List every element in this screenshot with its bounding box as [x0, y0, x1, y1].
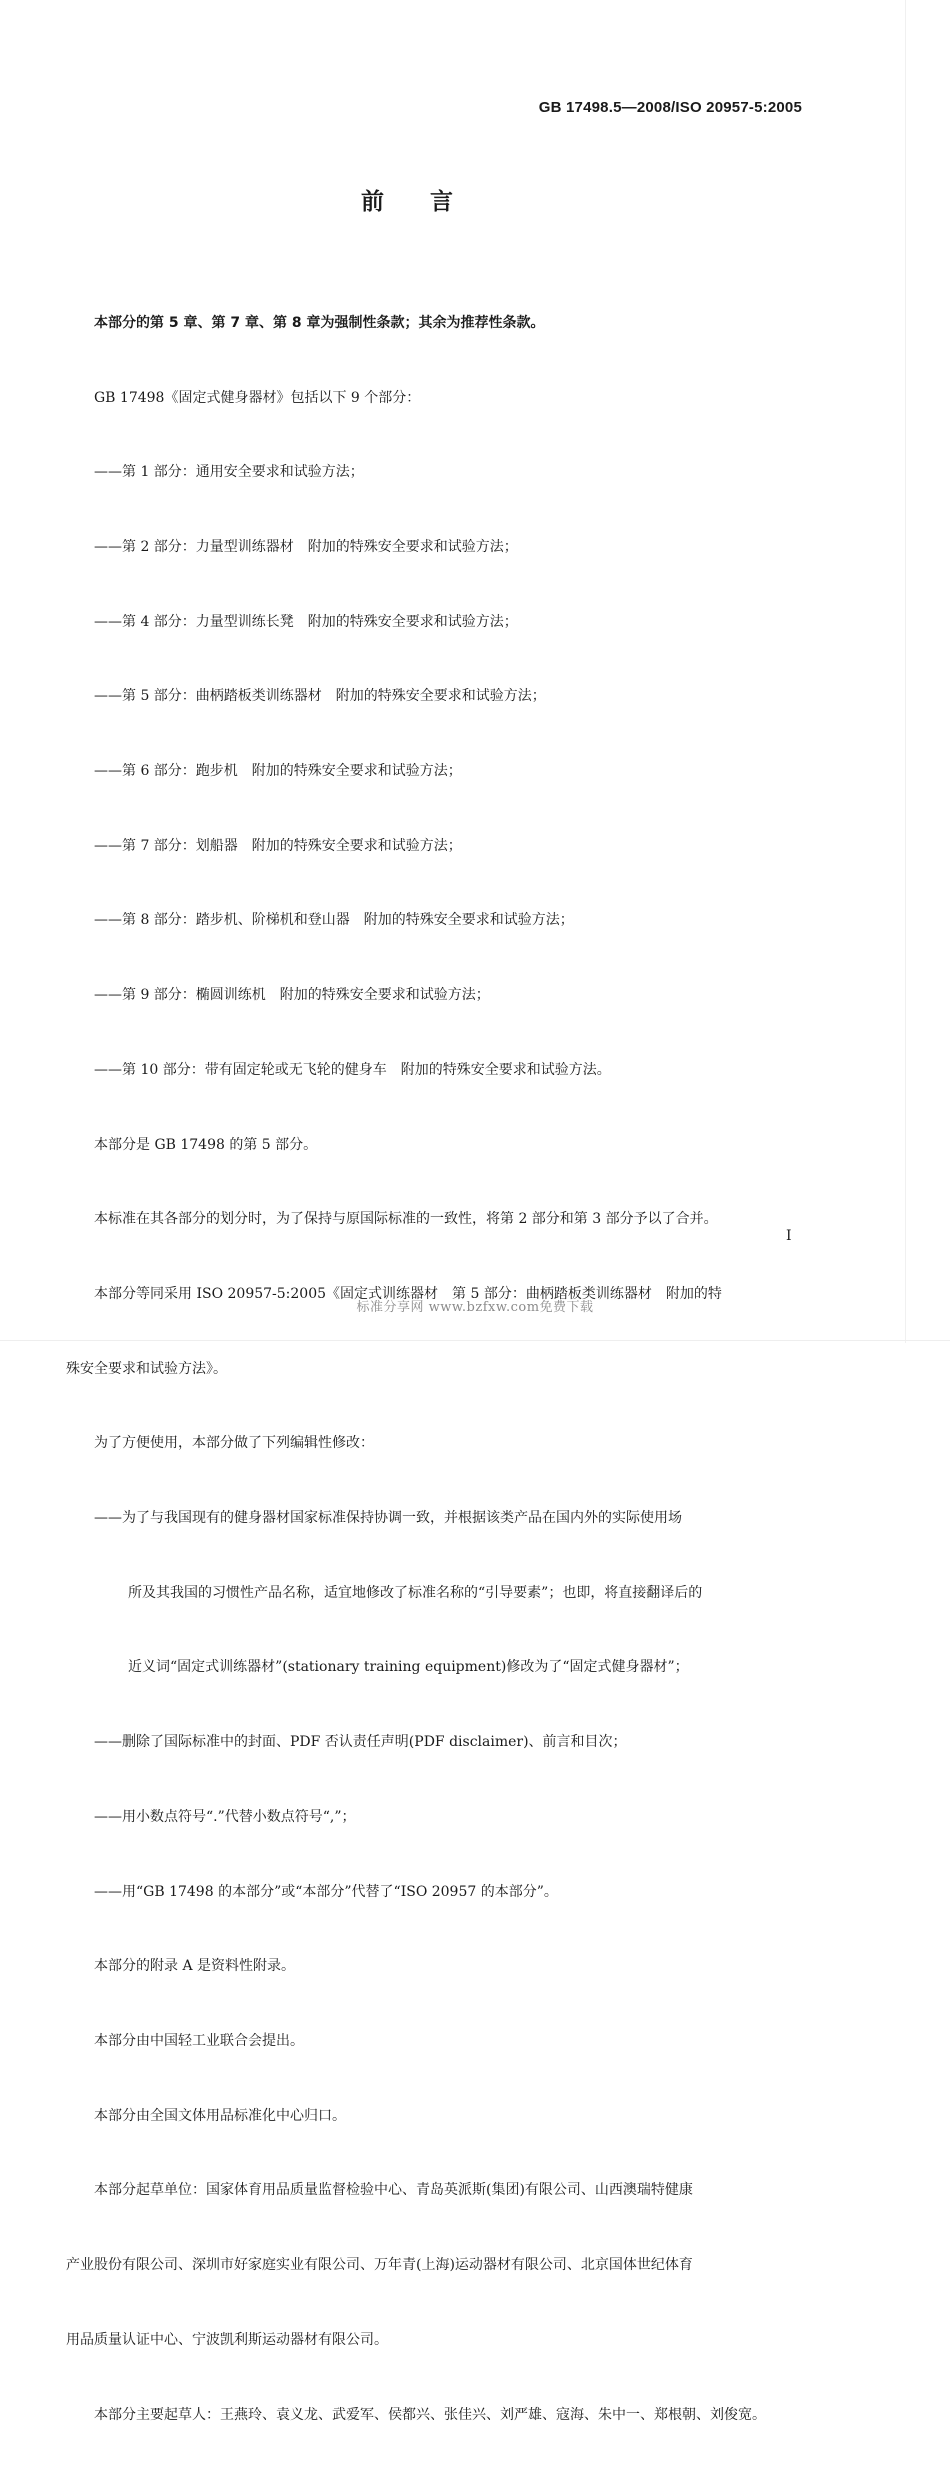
page-title: 前言 [361, 189, 499, 215]
paragraph-edits-intro: 为了方便使用，本部分做了下列编辑性修改： [94, 1435, 374, 1452]
list-item-edit-1-cont: 所及其我国的习惯性产品名称，适宜地修改了标准名称的“引导要素”；也即，将直接翻译后的 [128, 1584, 703, 1601]
page-edge-line [905, 0, 906, 1343]
paragraph-part-statement: 本部分是 GB 17498 的第 5 部分。 [94, 1136, 318, 1153]
paragraph-parts-intro: GB 17498《固定式健身器材》包括以下 9 个部分： [94, 389, 421, 406]
list-item-part-2: ——第 2 部分：力量型训练器材 附加的特殊安全要求和试验方法； [94, 538, 518, 555]
paragraph-mandatory-clauses: 本部分的第 5 章、第 7 章、第 8 章为强制性条款；其余为推荐性条款。 [94, 314, 545, 331]
paragraph-drafting-units-cont-2: 用品质量认证中心、宁波凯利斯运动器材有限公司。 [66, 2331, 388, 2348]
foreword-body [66, 261, 806, 2477]
standard-code: GB 17498.5—2008/ISO 20957-5:2005 [538, 99, 802, 116]
paragraph-proposer: 本部分由中国轻工业联合会提出。 [94, 2032, 304, 2049]
list-item-edit-1-cont-2: 近义词“固定式训练器材”(stationary training equipment)修改为了“固定式健身器材”； [128, 1659, 689, 1676]
list-item-edit-1: ——为了与我国现有的健身器材国家标准保持协调一致，并根据该类产品在国内外的实际使用场 [94, 1510, 682, 1527]
paragraph-adoption-cont: 殊安全要求和试验方法》。 [66, 1360, 227, 1377]
page-number: I [786, 1228, 792, 1244]
paragraph-drafting-units-cont: 产业股份有限公司、深圳市好家庭实业有限公司、万年青(上海)运动器材有限公司、北京国体世纪体育 [66, 2257, 693, 2274]
paragraph-drafters: 本部分主要起草人：王燕玲、袁义龙、武爱军、侯都兴、张佳兴、刘严雄、寇海、朱中一、郑根朝、刘俊宽。 [94, 2406, 766, 2423]
list-item-part-9: ——第 9 部分：椭圆训练机 附加的特殊安全要求和试验方法； [94, 987, 490, 1004]
list-item-edit-2: ——删除了国际标准中的封面、PDF 否认责任声明(PDF disclaimer)、前言和目次； [94, 1734, 627, 1751]
bottom-divider [0, 1340, 950, 1341]
list-item-part-10: ——第 10 部分：带有固定轮或无飞轮的健身车 附加的特殊安全要求和试验方法。 [94, 1061, 611, 1078]
paragraph-adoption: 本部分等同采用 ISO 20957-5:2005《固定式训练器材 第 5 部分：曲柄踏板类训练器材 附加的特 [94, 1285, 722, 1302]
list-item-part-5: ——第 5 部分：曲柄踏板类训练器材 附加的特殊安全要求和试验方法； [94, 688, 546, 705]
list-item-part-7: ——第 7 部分：划船器 附加的特殊安全要求和试验方法； [94, 837, 462, 854]
paragraph-annex: 本部分的附录 A 是资料性附录。 [94, 1958, 296, 1975]
footer-watermark-link[interactable]: 标准分享网 www.bzfxw.com免费下载 [356, 1300, 594, 1315]
list-item-part-8: ——第 8 部分：踏步机、阶梯机和登山器 附加的特殊安全要求和试验方法； [94, 912, 574, 929]
list-item-part-4: ——第 4 部分：力量型训练长凳 附加的特殊安全要求和试验方法； [94, 613, 518, 630]
list-item-part-1: ——第 1 部分：通用安全要求和试验方法； [94, 464, 364, 481]
list-item-part-6: ——第 6 部分：跑步机 附加的特殊安全要求和试验方法； [94, 763, 462, 780]
paragraph-centralized: 本部分由全国文体用品标准化中心归口。 [94, 2107, 346, 2124]
paragraph-merge-note: 本标准在其各部分的划分时，为了保持与原国际标准的一致性，将第 2 部分和第 3 部分予以了合并。 [94, 1211, 718, 1228]
list-item-edit-3: ——用小数点符号“.”代替小数点符号“,”； [94, 1808, 356, 1825]
list-item-edit-4: ——用“GB 17498 的本部分”或“本部分”代替了“ISO 20957 的本部分”。 [94, 1883, 558, 1900]
paragraph-drafting-units: 本部分起草单位：国家体育用品质量监督检验中心、青岛英派斯(集团)有限公司、山西澳瑞特健康 [94, 2182, 693, 2199]
